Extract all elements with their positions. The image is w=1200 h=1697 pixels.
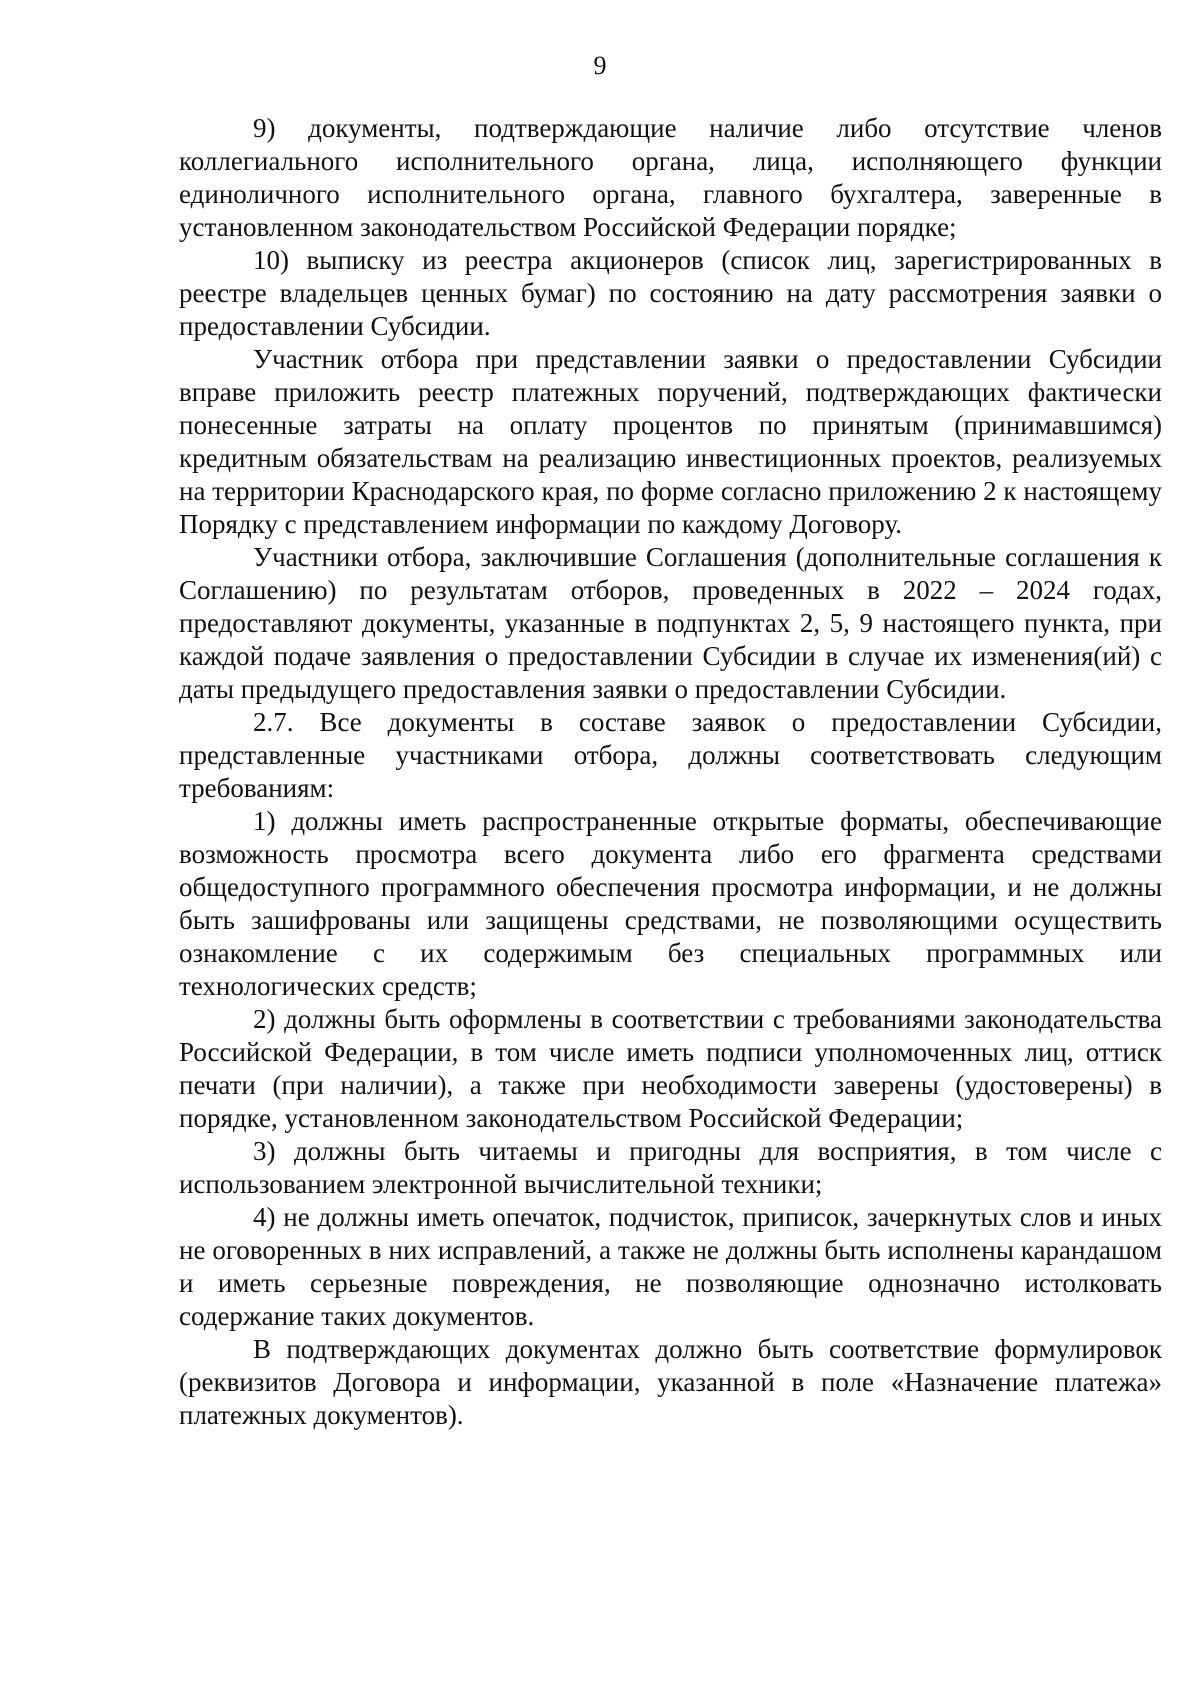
- paragraph-item-9: 9) документы, подтверждающие наличие либо отсутствие членов коллегиального исполнительного органа, лица, исполняющего функции единоличного исполнительного органа, главного бухгалтера, заверенные в установленном законодательством Российской Федерации порядке;: [179, 113, 1162, 242]
- page-number: 9: [593, 51, 607, 80]
- paragraph-requirement-1: 1) должны иметь распространенные открытые форматы, обеспечивающие возможность просмотра всего документа либо его фрагмента средствами общедоступного программного обеспечения просмотра информации, и не должны быть зашифрованы или защищены средствами, не позволяющими осуществить ознакомление с их содержимым без специальных программных или технологических средств;: [179, 806, 1162, 1001]
- paragraph-requirement-3: 3) должны быть читаемы и пригодны для восприятия, в том числе с использованием электронной вычислительной техники;: [179, 1136, 1162, 1199]
- paragraph-previous-participants: Участники отбора, заключившие Соглашения (дополнительные соглашения к Соглашению) по результатам отборов, проведенных в 2022 – 2024 годах, предоставляют документы, указанные в подпунктах 2, 5, 9 настоящего пункта, при каждой подаче заявления о предоставлении Субсидии в случае их изменения(ий) с даты предыдущего предоставления заявки о предоставлении Субсидии.: [179, 542, 1162, 704]
- paragraph-requirement-2: 2) должны быть оформлены в соответствии с требованиями законодательства Российской Федерации, в том числе иметь подписи уполномоченных лиц, оттиск печати (при наличии), а также при необходимости заверены (удостоверены) в порядке, установленном законодательством Российской Федерации;: [179, 1004, 1162, 1133]
- document-body: [179, 112, 1162, 1432]
- paragraph-registry-attachment: Участник отбора при представлении заявки о предоставлении Субсидии вправе приложить реестр платежных поручений, подтверждающих фактически понесенные затраты на оплату процентов по принятым (принимавшимся) кредитным обязательствам на реализацию инвестиционных проектов, реализуемых на территории Краснодарского края, по форме согласно приложению 2 к настоящему Порядку с представлением информации по каждому Договору.: [179, 344, 1162, 539]
- paragraph-item-10: 10) выписку из реестра акционеров (список лиц, зарегистрированных в реестре владельцев ценных бумаг) по состоянию на дату рассмотрения заявки о предоставлении Субсидии.: [179, 245, 1162, 341]
- paragraph-requirement-4: 4) не должны иметь опечаток, подчисток, приписок, зачеркнутых слов и иных не оговоренных в них исправлений, а также не должны быть исполнены карандашом и иметь серьезные повреждения, не позволяющие однозначно истолковать содержание таких документов.: [179, 1202, 1162, 1331]
- paragraph-section-2-7: 2.7. Все документы в составе заявок о предоставлении Субсидии, представленные участниками отбора, должны соответствовать следующим требованиям:: [179, 707, 1162, 803]
- paragraph-formulation-match: В подтверждающих документах должно быть соответствие формулировок (реквизитов Договора и информации, указанной в поле «Назначение платежа» платежных документов).: [179, 1334, 1162, 1430]
